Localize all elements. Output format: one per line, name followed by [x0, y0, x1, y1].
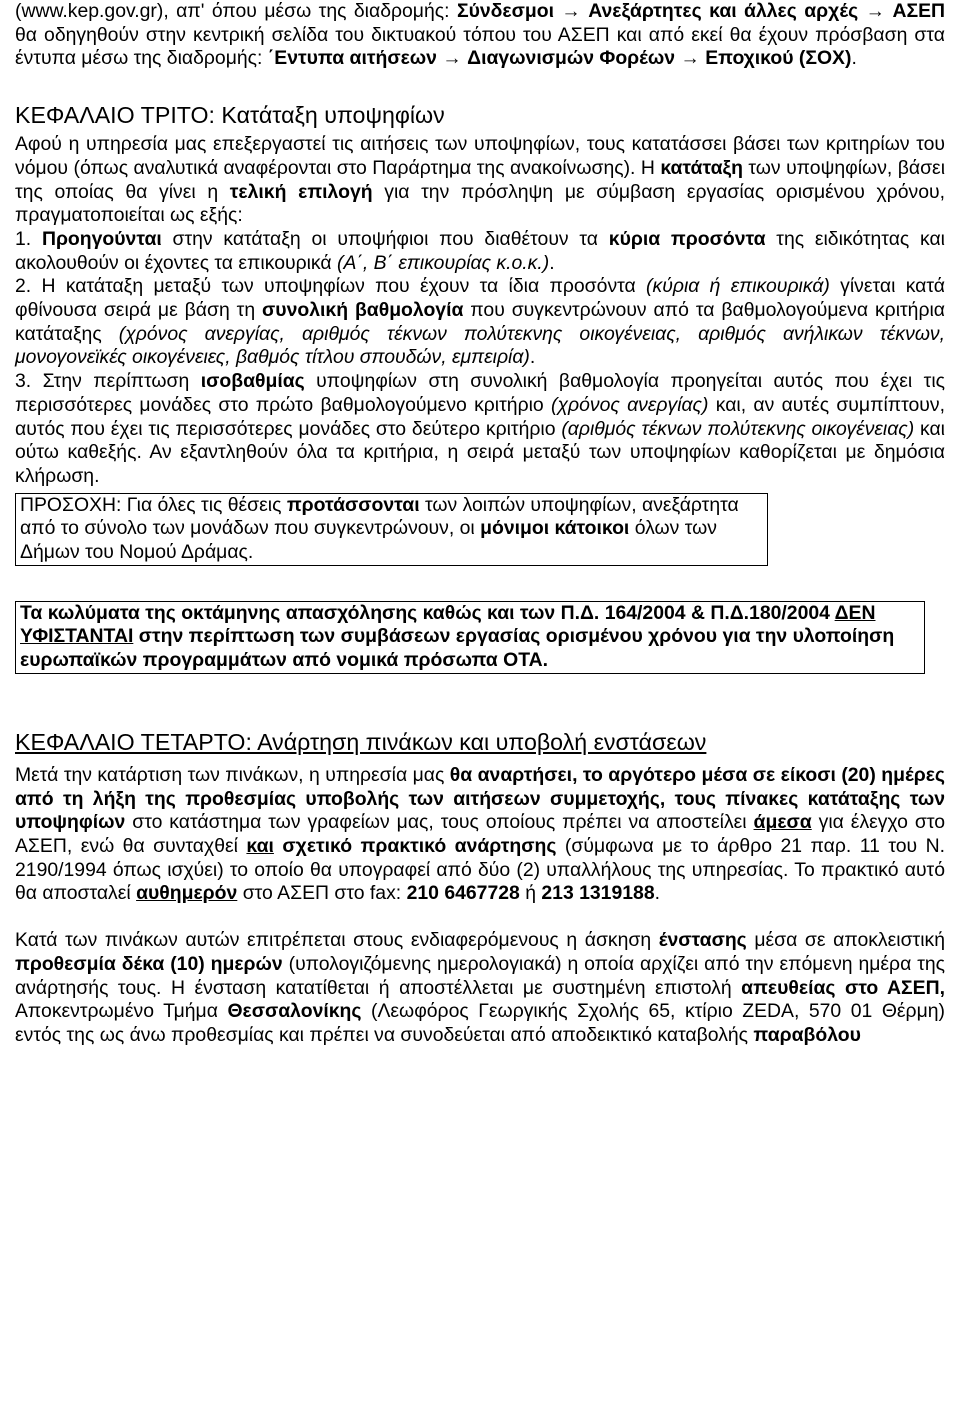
italic-text: (κύρια ή επικουρικά) [646, 275, 830, 298]
text-run: για την πρόσληψη με σύμβαση εργασίας ορισμένου χρόνου, πραγματοποιείται ως εξής: [15, 180, 946, 227]
text-run: στο κατάστημα των γραφείων μας, τους οποίους πρέπει να αποστείλει [125, 811, 754, 834]
bold-text: Θεσσαλονίκης [227, 1000, 362, 1023]
text-run: (υπολογιζόμενης ημερολογιακά) η οποία αρχίζει από την επόμενη ημέρα της ανάρτησής τους. Η ένσταση κατατίθεται ή αποστέλλεται με συστημένη επιστολή [15, 952, 945, 999]
underlined-text: ΔΕΝ ΥΦΙΣΤΑΝΤΑΙ [20, 601, 876, 648]
text-run: των υποψηφίων, βάσει της οποίας θα γίνει η [15, 156, 946, 203]
text-run: Στην περίπτωση [42, 370, 201, 393]
notice-box [15, 493, 768, 566]
text-run: Μετά την κατάρτιση των πινάκων, η υπηρεσία μας [15, 763, 450, 786]
ranking-rule-3 [15, 370, 945, 489]
bold-text: προθεσμία δέκα (10) ημερών [15, 952, 283, 975]
text-run: στην περίπτωση των συμβάσεων εργασίας ορισμένου χρόνου για την υλοποίηση ευρωπαϊκών προγραμμάτων από νομικά πρόσωπα ΟΤΑ. [20, 625, 895, 672]
bold-underlined-text: αυθημερόν [136, 882, 238, 905]
list-number: 3. [15, 370, 43, 393]
chapter4-paragraph-1 [15, 764, 945, 906]
text-run: στην κατάταξη οι υποψήφιοι που διαθέτουν τα [161, 227, 609, 250]
text-run: . [529, 346, 536, 369]
path-contests: Διαγωνισμών Φορέων [467, 47, 676, 70]
text-run: της ειδικότητας και ακολουθούν οι έχοντες τα επικουρικά [15, 227, 945, 274]
ranking-rule-2 [15, 275, 945, 370]
path-seasonal: Εποχικού (ΣΟΧ) [705, 47, 852, 70]
text-run: στο ΑΣΕΠ στο fax: [237, 882, 407, 905]
arrow-icon: → [680, 47, 700, 70]
path-asep: ΑΣΕΠ [892, 0, 946, 22]
text-run: Αποκεντρωμένο Τμήμα [15, 1000, 228, 1023]
text-run: υποψηφίων στη συνολική βαθμολογία προηγείται αυτός που έχει τις περισσότερες μονάδες στο πρώτο βαθμολογούμενο κριτήριο [15, 370, 945, 416]
text-run: των λοιπών υποψηφίων, ανεξάρτητα από το σύνολο των μονάδων που συγκεντρώνουν, οι [20, 493, 739, 540]
arrow-icon: → [442, 47, 462, 70]
bold-text: κατάταξη [660, 156, 743, 179]
text-run: . [654, 882, 660, 905]
exemption-text [20, 602, 920, 673]
bold-underlined-text: και [246, 834, 274, 857]
chapter4-paragraph-2 [15, 929, 945, 1048]
document-page [15, 0, 945, 1048]
bold-underlined-text: άμεσα [753, 811, 812, 834]
chapter3-paragraph [15, 133, 945, 228]
text-run: Κατά των πινάκων αυτών επιτρέπεται στους ενδιαφερόμενους η άσκηση [15, 929, 659, 952]
fax-number: 213 1319188 [541, 882, 655, 905]
text-run: Τα κωλύματα της οκτάμηνης απασχόλησης καθώς και των Π.Δ. 164/2004 & Π.Δ.180/2004 [20, 601, 835, 624]
bold-text: Προηγούνται [41, 227, 162, 250]
text-run: Αφού η υπηρεσία μας επεξεργαστεί τις αιτήσεις των υποψηφίων, τους κατατάσσει βάσει των κριτηρίων του νόμου (όπως αναλυτικά αναφέρονται στο Παράρτημα της ανακοίνωσης). Η [15, 133, 945, 179]
text-run: για έλεγχο στο ΑΣΕΠ, ενώ θα συνταχθεί [15, 811, 945, 857]
italic-text: (αριθμός τέκνων πολύτεκνης οικογένειας) [561, 417, 915, 440]
arrow-icon: → [561, 0, 581, 22]
text-run: και, αν αυτές συμπίπτουν, αυτός που έχει τις περισσότερες μονάδες στο δεύτερο κριτήριο [15, 393, 945, 440]
text-run: (σύμφωνα με το άρθρο 21 παρ. 11 του Ν. 2190/1994 όπως ισχύει) το οποίο θα υπογραφεί από δύο (2) υπαλλήλους της υπηρεσίας. Το πρακτικό αυτό θα αποσταλεί [15, 834, 945, 905]
text-run: . [549, 251, 555, 274]
path-links: Σύνδεσμοι [456, 0, 554, 22]
text-run: Η κατάταξη μεταξύ των υποψηφίων που έχουν τα ίδια προσόντα [41, 275, 647, 298]
arrow-icon: → [865, 0, 886, 22]
bold-text: ισοβαθμίας [200, 370, 305, 393]
bold-text: θα αναρτήσει, το αργότερο μέσα σε είκοσι (20) ημέρες από τη λήξη της προθεσμίας υποβολής των αιτήσεων συμμετοχής, τους πίνακες κατάταξης των υποψηφίων [15, 763, 945, 834]
ranking-rule-1 [15, 228, 945, 275]
path-independent-authorities: Ανεξάρτητες και άλλες αρχές [588, 0, 859, 22]
bold-text: προτάσσονται [286, 493, 420, 516]
notice-text [20, 494, 763, 565]
bold-text: παραβόλου [753, 1023, 861, 1046]
fax-number: 210 6467728 [406, 882, 520, 905]
text-run: όλων των Δήμων του Νομού Δράμας. [20, 517, 717, 564]
intro-mid: θα οδηγηθούν στην κεντρική σελίδα του δικτυακού τόπου του ΑΣΕΠ και από εκεί θα έχουν πρόσβαση στα έντυπα μέσω της διαδρομής: [15, 23, 945, 70]
text-run: και ούτω καθεξής. Αν εξαντληθούν όλα τα κριτήρια, η σειρά μεταξύ των υποψηφίων καθορίζεται με δημόσια κλήρωση. [15, 417, 945, 487]
bold-text: μόνιμοι κάτοικοι [480, 517, 630, 540]
list-number: 1. [15, 227, 42, 250]
text-run: ΠΡΟΣΟΧΗ: Για όλες τις θέσεις [20, 493, 287, 516]
list-number: 2. [15, 275, 42, 298]
text-run: μέσα σε αποκλειστική [746, 929, 945, 952]
italic-text: (χρόνος ανεργίας) [550, 393, 709, 416]
chapter3-title: ΚΕΦΑΛΑΙΟ ΤΡΙΤΟ: Κατάταξη υποψηφίων [15, 102, 445, 129]
italic-text: (χρόνος ανεργίας, αριθμός τέκνων πολύτεκνης οικογένειας, αριθμός ανήλικων τέκνων, μονογονεϊκές οικογένειες, βαθμός τίτλου σπουδών, εμπειρία) [15, 322, 946, 369]
text-run: (Λεωφόρος Γεωργικής Σχολής 65, κτίριο ZEDA, 570 01 Θέρμη) εντός της ως άνω προθεσμίας και πρέπει να συνοδεύεται από αποδεικτικό καταβολής [15, 1000, 945, 1046]
intro-lead: (www.kep.gov.gr), απ' όπου μέσω της διαδρομής: [15, 0, 457, 22]
bold-text: ένστασης [658, 929, 747, 952]
intro-end: . [851, 47, 857, 70]
intro-paragraph [15, 0, 945, 71]
text-run: που συγκεντρώνουν από τα βαθμολογούμενα κριτήρια κατάταξης [15, 299, 945, 345]
bold-text: συνολική βαθμολογία [262, 299, 464, 322]
text-run: γίνεται κατά φθίνουσα σειρά με βάση τη [15, 275, 945, 322]
bold-text: απευθείας στο ΑΣΕΠ, [741, 976, 946, 999]
text-run: ή [519, 882, 542, 905]
chapter4-title: ΚΕΦΑΛΑΙΟ ΤΕΤΑΡΤΟ: Ανάρτηση πινάκων και υποβολή ενστάσεων [15, 728, 707, 755]
bold-text: τελική επιλογή [229, 180, 373, 203]
italic-text: (Α΄, Β΄ επικουρίας κ.ο.κ.) [336, 251, 550, 274]
bold-text: κύρια προσόντα [608, 227, 766, 250]
path-application-forms: ΄Εντυπα αιτήσεων [267, 47, 437, 70]
bold-text: σχετικό πρακτικό ανάρτησης [282, 834, 557, 857]
exemption-box [15, 601, 925, 674]
